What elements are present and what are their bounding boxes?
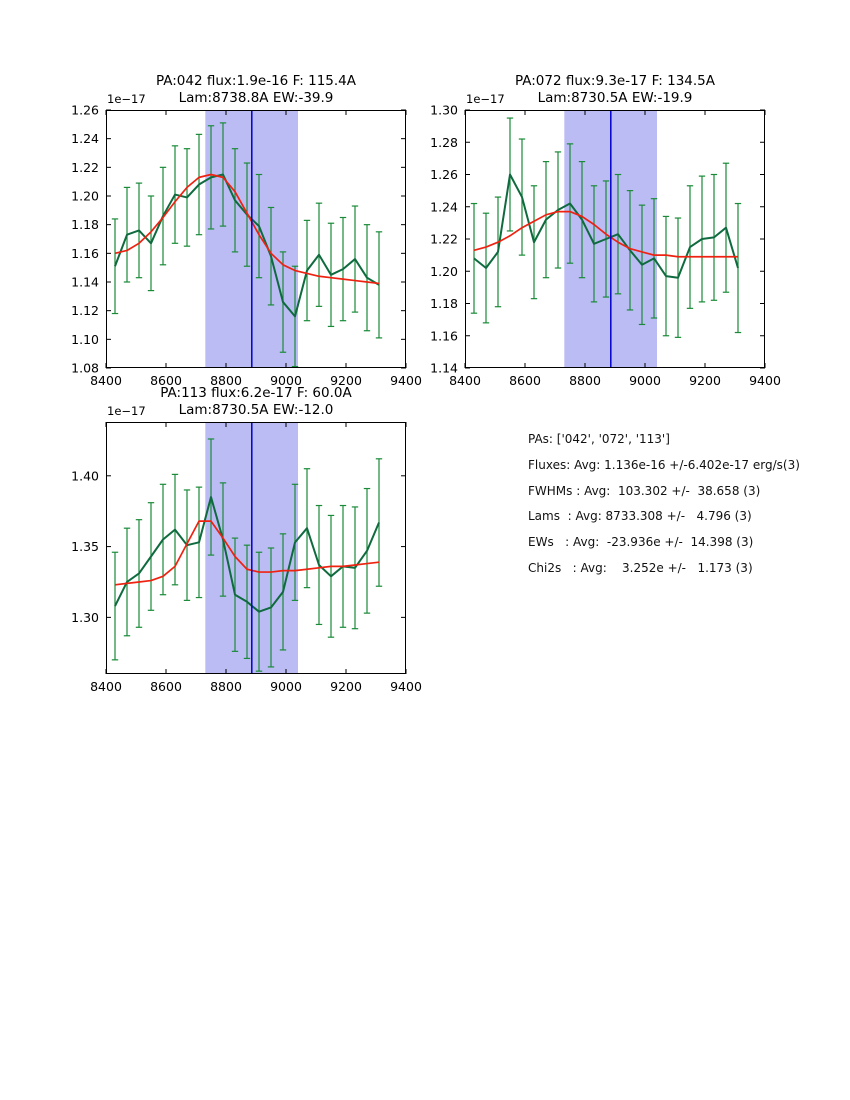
x-tick-label: 9400: [749, 373, 781, 388]
chart-pa072-title-line1: PA:072 flux:9.3e-17 F: 134.5A: [514, 73, 716, 89]
y-axis-offset-label: 1e−17: [107, 404, 146, 418]
x-tick-label: 9000: [270, 373, 302, 388]
y-tick-label: 1.14: [71, 274, 99, 290]
y-tick-label: 1.22: [71, 159, 99, 175]
y-axis-offset-label: 1e−17: [107, 92, 146, 106]
x-tick-label: 9200: [689, 373, 721, 388]
y-tick-label: 1.26: [430, 167, 458, 182]
y-tick-label: 1.30: [430, 102, 458, 118]
y-tick-label: 1.12: [71, 303, 99, 319]
stats-line: PAs: ['042', '072', '113']: [528, 432, 670, 446]
stats-panel: [528, 427, 800, 582]
y-tick-label: 1.16: [430, 328, 458, 344]
stats-line: Chi2s : Avg: 3.252e +/- 1.173 (3): [528, 560, 753, 575]
y-tick-label: 1.35: [71, 539, 99, 555]
y-tick-label: 1.40: [71, 468, 99, 484]
x-tick-label: 8400: [90, 679, 122, 694]
x-tick-label: 8800: [210, 679, 242, 694]
x-tick-label: 8400: [449, 373, 481, 388]
x-tick-label: 8600: [509, 373, 541, 388]
x-tick-label: 9000: [270, 679, 302, 694]
y-tick-label: 1.10: [71, 331, 99, 347]
x-tick-label: 9400: [390, 679, 422, 694]
stats-line: Fluxes: Avg: 1.136e-16 +/-6.402e-17 erg/s(3): [528, 457, 800, 472]
y-tick-label: 1.26: [71, 102, 99, 118]
chart-pa113-title-line1: PA:113 flux:6.2e-17 F: 60.0A: [160, 385, 352, 401]
x-tick-label: 9000: [629, 373, 661, 388]
y-tick-label: 1.24: [430, 199, 458, 215]
x-tick-label: 9200: [330, 373, 362, 388]
y-tick-label: 1.18: [430, 296, 458, 311]
stats-line: Lams : Avg: 8733.308 +/- 4.796 (3): [528, 509, 752, 524]
y-tick-label: 1.20: [71, 188, 99, 204]
stats-line: EWs : Avg: -23.936e +/- 14.398 (3): [528, 535, 754, 550]
x-tick-label: 8800: [569, 373, 601, 388]
y-tick-label: 1.14: [430, 360, 458, 376]
chart-pa042-title-line2: Lam:8738.8A EW:-39.9: [178, 90, 334, 106]
y-tick-label: 1.16: [71, 245, 99, 261]
x-tick-label: 9200: [330, 679, 362, 694]
y-tick-label: 1.08: [71, 360, 99, 376]
x-tick-label: 9400: [390, 373, 422, 388]
chart-pa042-title-line1: PA:042 flux:1.9e-16 F: 115.4A: [155, 73, 357, 89]
chart-pa072-title-line2: Lam:8730.5A EW:-19.9: [537, 90, 693, 106]
x-tick-label: 8600: [150, 679, 182, 694]
y-tick-label: 1.30: [71, 609, 99, 625]
x-tick-label: 8400: [90, 373, 122, 388]
y-tick-label: 1.18: [71, 217, 99, 233]
y-tick-label: 1.22: [430, 231, 458, 247]
x-tick-label: 8800: [210, 373, 242, 388]
x-tick-label: 8600: [150, 373, 182, 388]
y-tick-label: 1.24: [71, 131, 99, 147]
y-axis-offset-label: 1e−17: [466, 92, 505, 106]
stats-line: FWHMs : Avg: 103.302 +/- 38.658 (3): [528, 483, 761, 498]
y-tick-label: 1.20: [430, 263, 458, 279]
chart-pa113-title-line2: Lam:8730.5A EW:-12.0: [178, 402, 334, 418]
y-tick-label: 1.28: [430, 134, 458, 150]
